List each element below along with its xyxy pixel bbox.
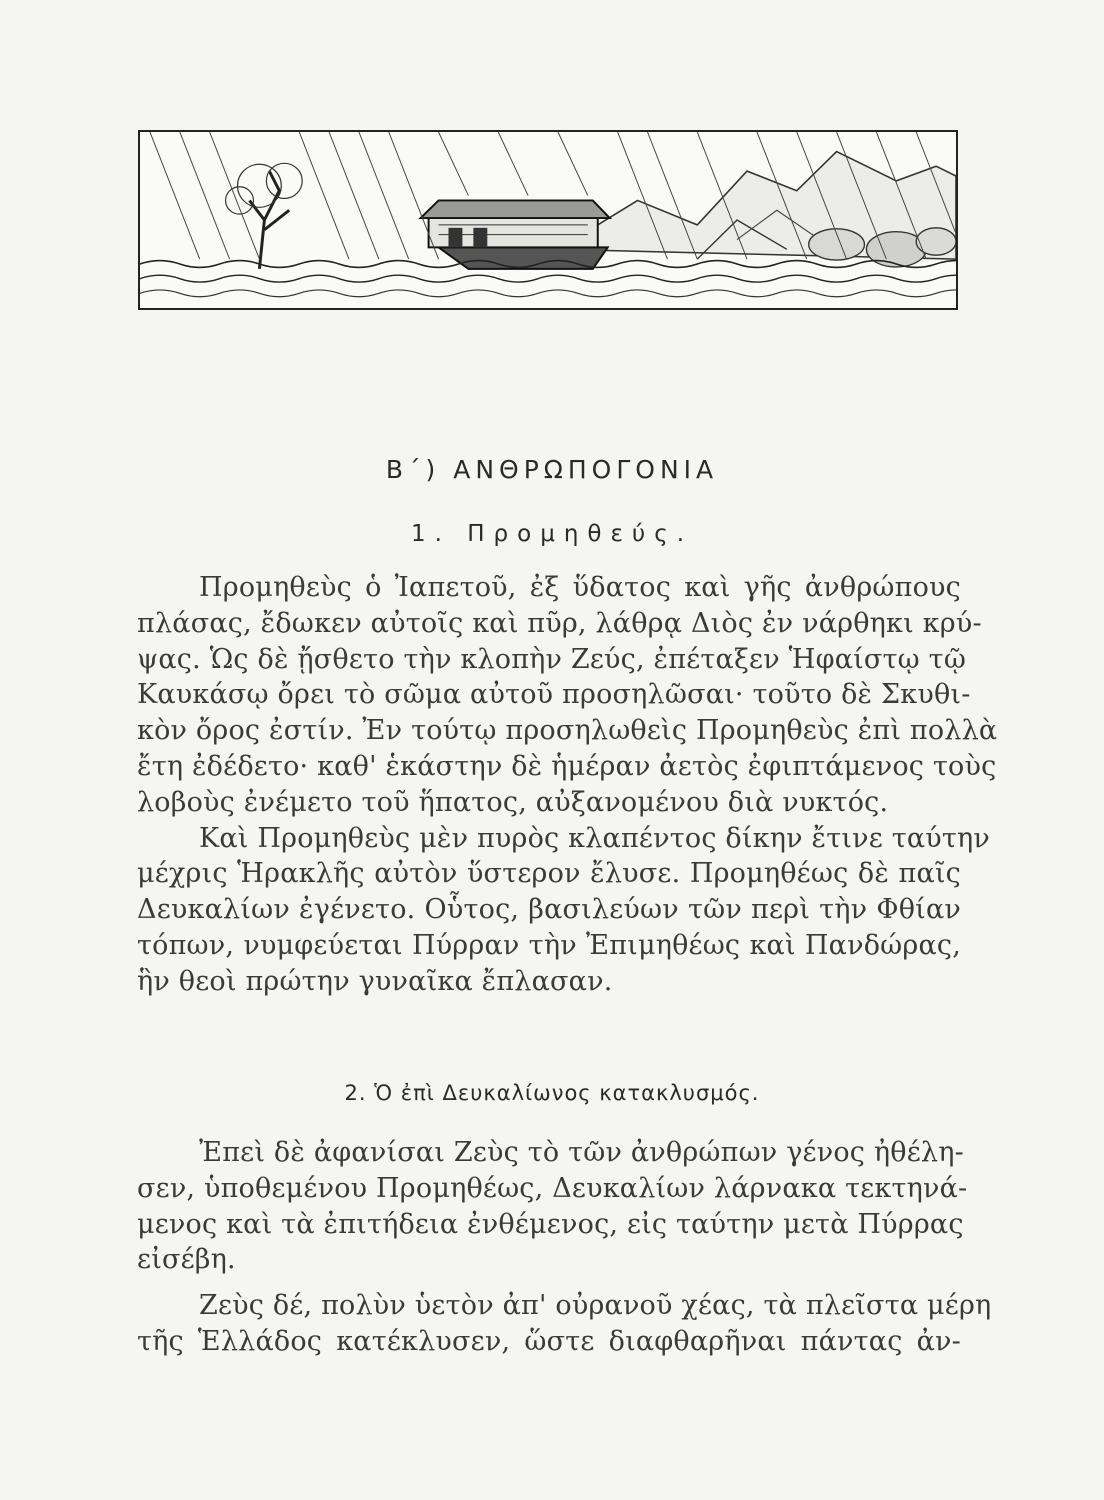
text-line: ψας. Ὡς δὲ ᾔσθετο τὴν κλοπὴν Ζεύς, ἐπέταξεν Ἡφαίστῳ τῷ [137, 643, 967, 675]
chapter-2-text-1 [137, 1135, 968, 1278]
text-line: Δευκαλίων ἐγένετο. Οὗτος, βασιλεύων τῶν περὶ τὴν Φθίαν [137, 894, 961, 926]
text-line: Ζεὺς δέ, πολὺν ὑετὸν ἀπ' οὐρανοῦ χέας, τὰ πλεῖστα μέρη [199, 1290, 992, 1321]
text-line: λοβοὺς ἐνέμετο τοῦ ἥπατος, αὐξανομένου διὰ νυκτός. [137, 786, 889, 818]
text-line: ἔτη ἐδέδετο· καθ' ἑκάστην δὲ ἡμέραν ἀετὸς ἐφιπτάμενος τοὺς [137, 750, 997, 782]
text-line: τῆς Ἑλλάδος κατέκλυσεν, ὥστε διαφθαρῆναι πάντας ἀν- [137, 1325, 961, 1357]
text-line: Καυκάσῳ ὄρει τὸ σῶμα αὐτοῦ προσηλῶσαι· τοῦτο δὲ Σκυθι- [137, 679, 971, 711]
text-line: κὸν ὄρος ἐστίν. Ἐν τούτῳ προσηλωθεὶς Προμηθεὺς ἐπὶ πολλὰ [137, 715, 998, 747]
text-line: Ἐπεὶ δὲ ἀφανίσαι Ζεὺς τὸ τῶν ἀνθρώπων γένος ἠθέλη- [199, 1137, 964, 1168]
text-line: μενος καὶ τὰ ἐπιτήδεια ἐνθέμενος, εἰς ταύτην μετὰ Πύρρας [137, 1208, 964, 1240]
text-line: εἰσέβη. [137, 1244, 236, 1276]
text-line: Καὶ Προμηθεὺς μὲν πυρὸς κλαπέντος δίκην ἔτινε ταύτην [199, 822, 991, 854]
chapter-1-title: 1. Προμηθεύς. [410, 521, 694, 547]
text-line: πλάσας, ἔδωκεν αὐτοῖς καὶ πῦρ, λάθρᾳ Διὸς ἐν νάρθηκι κρύ- [137, 607, 982, 639]
chapter-2-title: 2. Ὁ ἐπὶ Δευκαλίωνος κατακλυσμός. [344, 1081, 760, 1105]
text-line: μέχρις Ἡρακλῆς αὐτὸν ὕστερον ἔλυσε. Προμηθέως δὲ παῖς [137, 858, 961, 890]
ark-flood-illustration [138, 130, 958, 310]
text-line: τόπων, νυμφεύεται Πύρραν τὴν Ἐπιμηθέως καὶ Πανδώρας, [137, 929, 961, 961]
text-line: σεν, ὑποθεμένου Προμηθέως, Δευκαλίων λάρνακα τεκτηνά- [137, 1172, 968, 1204]
section-heading: Β΄) ΑΝΘΡΩΠΟΓΟΝΙΑ [385, 455, 719, 484]
chapter-2-text-2 [137, 1288, 992, 1360]
chapter-1-text [137, 570, 998, 1000]
ark-in-flood-icon [140, 132, 956, 308]
text-line: Προμηθεὺς ὁ Ἰαπετοῦ, ἐξ ὕδατος καὶ γῆς ἀνθρώπους [199, 572, 961, 603]
text-line: ἣν θεοὶ πρώτην γυναῖκα ἔπλασαν. [137, 965, 613, 997]
